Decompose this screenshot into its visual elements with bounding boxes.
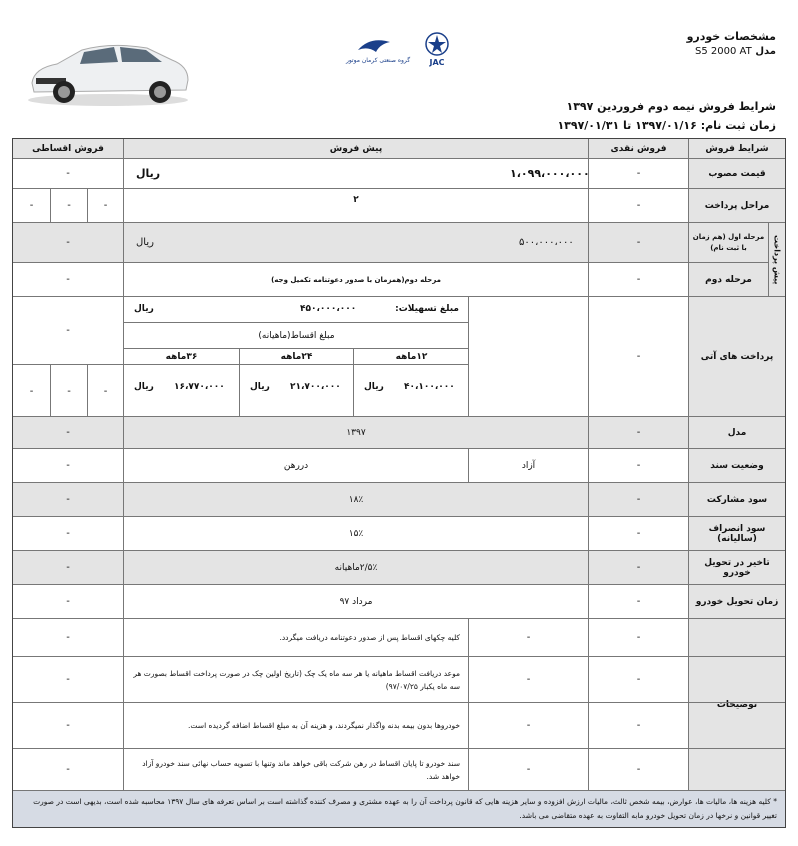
cash-value: - (588, 223, 688, 262)
row-profit-share (13, 483, 785, 517)
cash-value: - (588, 263, 688, 296)
installment-value: - (66, 237, 70, 248)
row-delay (13, 551, 785, 585)
row-label: مرحله دوم (688, 263, 768, 296)
installment-value: - (13, 297, 123, 365)
row-label: مرحله اول (هم زمان با ثبت نام) (688, 223, 768, 262)
prepay-group-text: پیش پرداخت (772, 234, 782, 285)
jac-logo (412, 30, 462, 68)
presale-cell (123, 223, 588, 262)
page-header (0, 0, 798, 138)
term-unit: ریال (250, 382, 270, 392)
note-row (13, 749, 785, 791)
row-label: سود مشارکت (688, 483, 785, 516)
presale-cell (123, 159, 588, 188)
row-label: تاخیر در تحویل خودرو (688, 551, 785, 584)
row-delivery (13, 585, 785, 619)
row-stage1 (13, 223, 785, 263)
registration-period: زمان ثبت نام: ۱۳۹۷/۰۱/۱۶ تا ۱۳۹۷/۰۱/۳۱ (557, 119, 776, 132)
delay-value: ۲/۵٪ماهیانه (123, 551, 588, 584)
cash-value: - (588, 551, 688, 584)
row-model (13, 417, 785, 449)
installment-value: - (66, 168, 70, 179)
stage2-value: مرحله دوم(همزمان با صدور دعوتنامه تکمیل وجه) (123, 263, 588, 296)
notes-label: توضیحات (688, 619, 785, 791)
term-value: ۲۱،۷۰۰،۰۰۰ (290, 382, 341, 392)
note-text: خودروها بدون بیمه بدنه واگذار نمیگردند، و هزینه آن به مبلغ اقساط اضافه گردیده است. (123, 703, 468, 748)
note-dash: - (468, 703, 588, 748)
row-penalty (13, 517, 785, 551)
row-label: قیمت مصوب (688, 159, 785, 188)
term-unit: ریال (134, 382, 154, 392)
row-future (13, 297, 785, 417)
doc-pledged: دررهن (123, 449, 468, 482)
kerman-motor-logo (345, 32, 411, 66)
col-cash: فروش نقدی (588, 139, 688, 158)
col-installment: فروش اقساطی (32, 143, 104, 154)
svg-text:گروه صنعتی کرمان موتور: گروه صنعتی کرمان موتور (345, 57, 411, 64)
installment-value: - (66, 460, 70, 471)
row-doc-status (13, 449, 785, 483)
term-unit: ریال (364, 382, 384, 392)
price-unit: ریال (136, 167, 161, 180)
cash-value: - (588, 417, 688, 448)
row-label: سود انصراف (سالیانه) (688, 517, 785, 550)
note-text: موعد دریافت اقساط ماهیانه یا هر سه ماه یک چک (تاریخ اولین چک در صورت پرداخت اقساط بصورت هر سه ماه یکبار ۹۷/۰۷/۲۵) (123, 657, 468, 702)
cash-value: - (588, 297, 688, 416)
future-details (123, 297, 468, 416)
installment-value: - (66, 494, 70, 505)
note-dash: - (468, 749, 588, 790)
term-24-value-cell (239, 365, 354, 416)
table-header-row (13, 139, 785, 159)
row-label: پرداخت های آتی (688, 297, 785, 416)
note-row (13, 703, 785, 749)
term-value: ۱۶،۷۷۰،۰۰۰ (174, 382, 225, 392)
installment-value: - (50, 189, 87, 222)
installment-value: - (66, 274, 70, 285)
term-label: ۱۲ماهه (395, 351, 428, 362)
row-price (13, 159, 785, 189)
installment-value: - (50, 365, 87, 417)
footer-note: * کلیه هزینه ها، مالیات ها، عوارض، بیمه شخص ثالث، مالیات ارزش افزوده و سایر هزینه هایی که قانون پرداخت آن را به عهده مشتری و مصرف کننده گذاشته است بر اساس تعرفه های سال ۱۳۹۷ محاسبه شده است، بدیهی است در صورت تغییر قوانین و نرخها در زمان تحویل خودرو مابه التفاوت به عهده متقاضی می باشد. (13, 791, 785, 827)
cash-value: - (588, 449, 688, 482)
row-stage2 (13, 263, 785, 297)
cash-value: - (588, 189, 688, 222)
cash-value: - (588, 749, 688, 790)
term-value: ۴۰،۱۰۰،۰۰۰ (404, 382, 455, 392)
cash-value: - (588, 657, 688, 702)
term-label: ۳۶ماهه (165, 351, 198, 362)
doc-free: آزاد (468, 449, 588, 482)
installment-value: - (29, 385, 34, 397)
cash-value: - (588, 619, 688, 656)
installment-value: - (87, 189, 123, 222)
profit-value: ۱۸٪ (123, 483, 588, 516)
facility-label: مبلغ تسهیلات: (395, 304, 459, 314)
cash-value: - (588, 517, 688, 550)
stage1-unit: ریال (136, 237, 154, 248)
car-image (22, 38, 194, 108)
installment-value: - (66, 764, 70, 775)
installment-value: - (66, 596, 70, 607)
term-36-value-cell (124, 365, 239, 416)
note-row (13, 657, 785, 703)
penalty-value: ۱۵٪ (123, 517, 588, 550)
cash-value: - (588, 159, 688, 188)
future-spacer (468, 297, 588, 416)
installment-value: - (29, 200, 34, 211)
row-label: مراحل پرداخت (688, 189, 785, 222)
row-label: زمان تحویل خودرو (688, 585, 785, 618)
prepay-group-label (768, 223, 785, 297)
cash-value: - (588, 703, 688, 748)
installment-value: - (66, 528, 70, 539)
installment-value: - (66, 632, 70, 643)
price-value: ۱،۰۹۹،۰۰۰،۰۰۰ (510, 167, 590, 180)
note-row (13, 619, 785, 657)
stages-value: ۲ (123, 189, 588, 222)
term-24-header (239, 349, 354, 365)
delivery-value: مرداد ۹۷ (123, 585, 588, 618)
stage1-value: ۵۰۰،۰۰۰،۰۰۰ (519, 237, 574, 248)
installment-value: - (87, 365, 123, 417)
monthly-header (124, 323, 469, 349)
note-text: سند خودرو تا پایان اقساط در رهن شرکت باقی خواهد ماند وتنها با تسویه حساب نهائی سند خودرو آزاد خواهد شد. (123, 749, 468, 790)
cash-value: - (588, 585, 688, 618)
row-label: وضعیت سند (688, 449, 785, 482)
term-12-header (354, 349, 469, 365)
term-label: ۲۴ماهه (280, 351, 313, 362)
row-stages (13, 189, 785, 223)
monthly-label: مبلغ اقساط(ماهیانه) (258, 330, 335, 341)
note-text: کلیه چکهای اقساط پس از صدور دعوتنامه دریافت میگردد. (123, 619, 468, 656)
facility-unit: ریال (134, 304, 154, 314)
installment-value: - (66, 720, 70, 731)
row-label: مدل (688, 417, 785, 448)
installment-value: - (66, 562, 70, 573)
model-value: S5 2000 AT (695, 46, 752, 57)
term-12-value-cell (354, 365, 469, 416)
page-title: مشخصات خودرو (686, 30, 776, 43)
facility-row (124, 297, 469, 323)
note-dash: - (468, 657, 588, 702)
col-conditions: شرایط فروش (688, 139, 785, 158)
col-presale: پیش فروش (123, 139, 588, 158)
cash-value: - (588, 483, 688, 516)
sales-table (12, 138, 786, 828)
facility-value: ۴۵۰،۰۰۰،۰۰۰ (300, 304, 357, 314)
svg-text:JAC: JAC (429, 58, 445, 67)
model-label: مدل (755, 46, 776, 57)
model-value: ۱۳۹۷ (123, 417, 588, 448)
installment-value: - (66, 674, 70, 685)
term-36-header (124, 349, 239, 365)
sale-title: شرایط فروش نیمه دوم فروردین ۱۳۹۷ (566, 100, 776, 113)
note-dash: - (468, 619, 588, 656)
installment-value: - (66, 427, 70, 438)
